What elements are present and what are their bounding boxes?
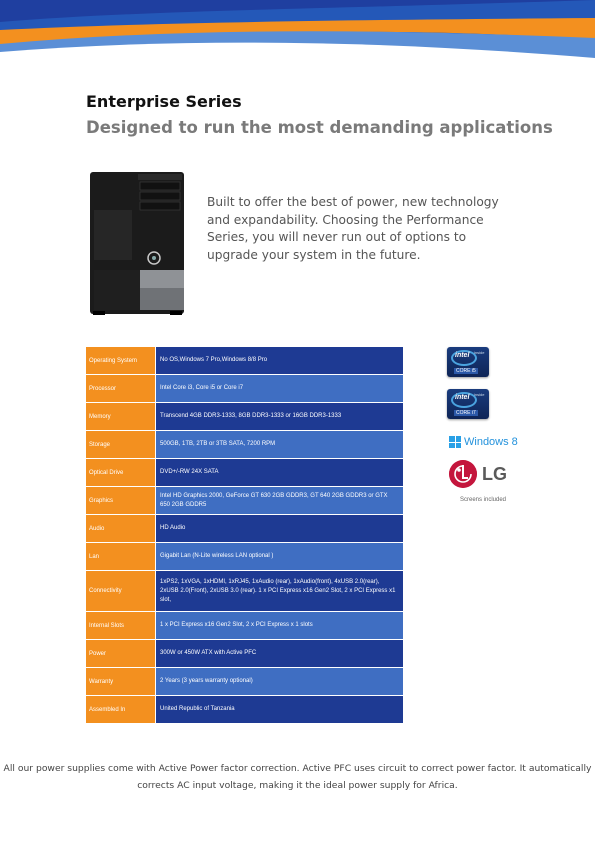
spec-value: Gigabit Lan (N-Lite wireless LAN optional ) (156, 543, 403, 570)
spec-label: Internal Slots (86, 612, 156, 639)
intro-paragraph: Built to offer the best of power, new technology and expandability. Choosing the Performance Series, you will never run out of options to upgrade your system in the future. (207, 195, 499, 262)
pc-tower-image (88, 170, 186, 316)
spec-value: 1xPS2, 1xVGA, 1xHDMI, 1xRJ45, 1xAudio (rear), 1xAudio(front), 4xUSB 2.0(rear), 2xUSB 2.0(Front), 2xUSB 3.0 (rear). 1 x PCI Express x16 Gen2 Slot, 2 x PCI Express x1 slot, (156, 571, 403, 611)
spec-row (86, 515, 403, 542)
footer-note: All our power supplies come with Active Power factor correction. Active PFC uses circuit to correct power factor. It automatically corrects AC input voltage, making it the ideal power supply for Africa. (3, 763, 592, 791)
spec-label: Storage (86, 431, 156, 458)
spec-value: DVD+/-RW 24X SATA (156, 459, 403, 486)
header-banner (0, 0, 595, 70)
spec-row (86, 696, 403, 723)
spec-value: No OS,Windows 7 Pro,Windows 8/8 Pro (156, 347, 403, 374)
spec-value: 2 Years (3 years warranty optional) (156, 668, 403, 695)
windows-8-logo (449, 436, 518, 448)
spec-value: 500GB, 1TB, 2TB or 3TB SATA, 7200 RPM (156, 431, 403, 458)
spec-label: Operating System (86, 347, 156, 374)
intel-core-i7-badge (447, 389, 489, 419)
spec-row (86, 571, 403, 611)
spec-value: HD Audio (156, 515, 403, 542)
spec-row (86, 459, 403, 486)
spec-label: Warranty (86, 668, 156, 695)
lg-logo (449, 460, 507, 488)
intel-core-i5-badge (447, 347, 489, 377)
spec-row (86, 668, 403, 695)
spec-row (86, 612, 403, 639)
spec-row (86, 375, 403, 402)
spec-value: Transcend 4GB DDR3-1333, 8GB DDR3-1333 or 16GB DDR3-1333 (156, 403, 403, 430)
spec-label: Lan (86, 543, 156, 570)
windows-flag-icon (449, 436, 461, 448)
badge-inside: inside (474, 350, 485, 355)
badge-inside: inside (474, 392, 485, 397)
spec-table (86, 347, 403, 724)
spec-value: United Republic of Tanzania (156, 696, 403, 723)
badge-brand: intel (455, 352, 470, 359)
lg-face-icon (449, 460, 477, 488)
spec-value: 1 x PCI Express x16 Gen2 Slot, 2 x PCI Express x 1 slots (156, 612, 403, 639)
spec-label: Assembled In (86, 696, 156, 723)
lg-label: LG (482, 463, 507, 484)
spec-label: Power (86, 640, 156, 667)
spec-label: Memory (86, 403, 156, 430)
spec-row (86, 543, 403, 570)
spec-row (86, 487, 403, 514)
screens-note: Screens included (459, 497, 507, 503)
page-subtitle: Designed to run the most demanding applications (86, 118, 553, 137)
spec-label: Connectivity (86, 571, 156, 611)
spec-value: 300W or 450W ATX with Active PFC (156, 640, 403, 667)
spec-label: Audio (86, 515, 156, 542)
spec-value: Intel HD Graphics 2000, GeForce GT 630 2GB GDDR3, GT 640 2GB GDDR3 or GTX 650 2GB GDDR5 (156, 487, 403, 514)
page-title: Enterprise Series (86, 92, 242, 111)
spec-row (86, 347, 403, 374)
badge-brand: intel (455, 394, 470, 401)
spec-label: Processor (86, 375, 156, 402)
badge-model: CORE i7 (456, 410, 476, 416)
spec-row (86, 431, 403, 458)
spec-value: Intel Core i3, Core i5 or Core i7 (156, 375, 403, 402)
spec-label: Optical Drive (86, 459, 156, 486)
spec-row (86, 403, 403, 430)
spec-row (86, 640, 403, 667)
badge-model: CORE i5 (456, 368, 476, 374)
spec-label: Graphics (86, 487, 156, 514)
windows-label: Windows 8 (464, 436, 518, 448)
